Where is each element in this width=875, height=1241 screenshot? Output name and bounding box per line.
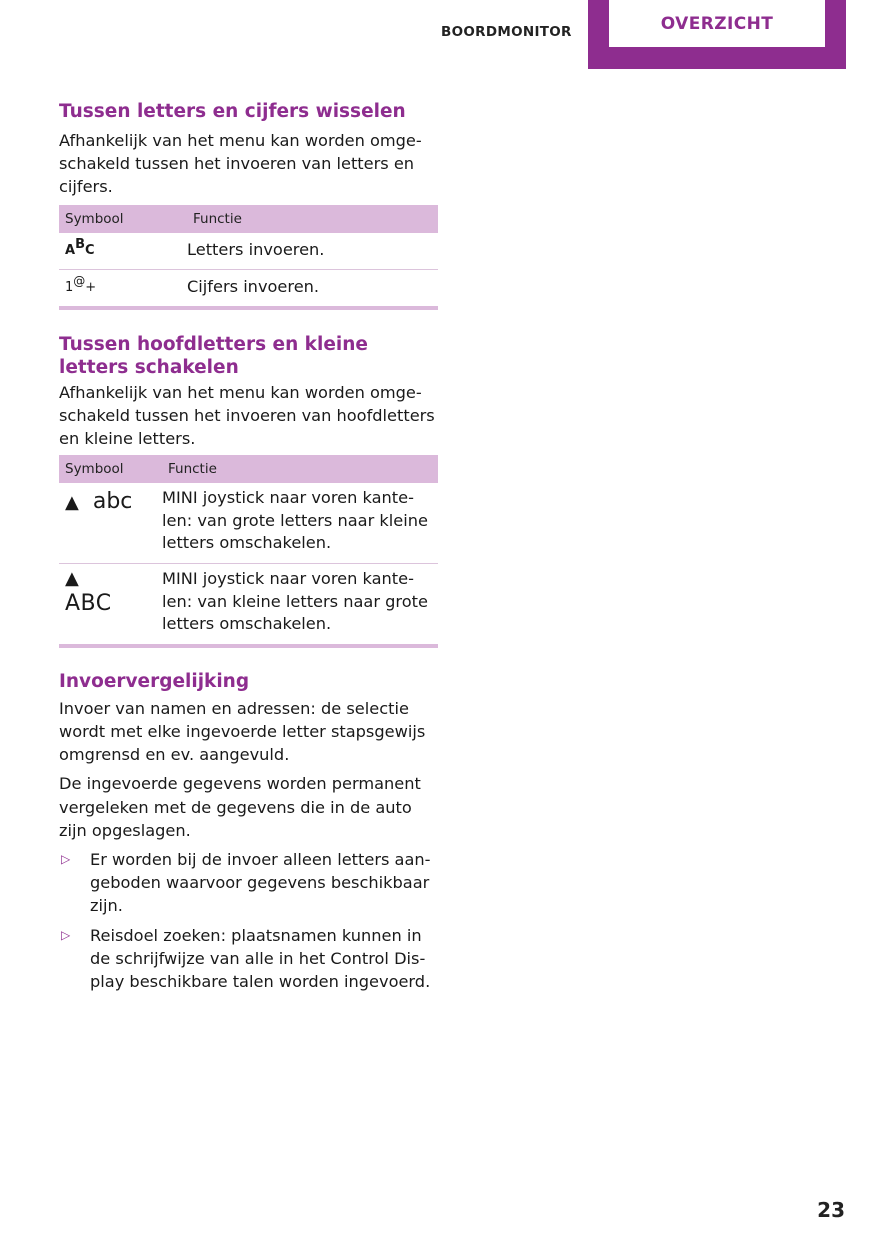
section-title: Tussen hoofdletters en kleine letters schakelen [59, 333, 368, 378]
table-header-row [59, 455, 438, 483]
header-section-title: BOORDMONITOR [441, 24, 572, 40]
section-title: Invoervergelijking [59, 670, 250, 692]
function-cell: Letters invoeren. [187, 233, 438, 270]
bullet-list [59, 848, 438, 993]
main-content [59, 100, 438, 999]
table-row [59, 564, 438, 646]
column-header-symbol: Symbool [59, 205, 187, 233]
section-title: Tussen letters en cijfers wisselen [59, 101, 406, 122]
lowercase-symbol: ▲ abc [65, 489, 133, 515]
function-cell: MINI joystick naar voren kantelen: van grote letters naar kleine letters omschakelen. [162, 483, 438, 563]
section-text: Afhankelijk van het menu kan worden omgeschakeld tussen het invoeren van letters en cijfers. [59, 131, 422, 197]
column-header-symbol: Symbool [59, 455, 162, 483]
letters-symbol-icon: A B C [65, 237, 95, 259]
section-letters-numbers [59, 100, 438, 310]
triangle-right-bullet-icon: ▷ [61, 852, 71, 866]
table-row [59, 269, 438, 308]
symbol-table [59, 455, 438, 648]
section-case-switch [59, 333, 438, 648]
function-cell: Cijfers invoeren. [187, 269, 438, 308]
symbol-table [59, 205, 438, 310]
triangle-up-icon: ▲ [65, 491, 79, 513]
table-header-row [59, 205, 438, 233]
triangle-up-icon: ▲ [65, 568, 79, 589]
triangle-right-bullet-icon: ▷ [61, 927, 71, 942]
paragraph: Invoer van namen en adressen: de selectie wordt met elke ingevoerde letter stapsgewijs omgrensd en ev. aangevuld. [59, 698, 426, 765]
section-input-comparison [59, 670, 438, 993]
section-text: Afhankelijk van het menu kan worden omgeschakeld tussen het invoeren van hoofdletters en kleine letters. [59, 382, 435, 449]
numbers-symbol-icon: 1 @ + [65, 274, 97, 296]
list-item: ▷ Reisdoel zoeken: plaatsnamen kunnen in de schrijfwijze van alle in het Control Display beschikbare talen worden ingevoerd. [61, 925, 431, 992]
function-cell: MINI joystick naar voren kantelen: van kleine letters naar grote letters omschakelen. [162, 564, 438, 646]
header-tab-overzicht[interactable]: OVERZICHT [609, 0, 825, 47]
paragraph: De ingevoerde gegevens worden permanent vergeleken met de gegevens die in de auto zijn opgeslagen. [59, 774, 421, 840]
page-number: 23 [817, 1198, 845, 1222]
table-row [59, 233, 438, 270]
column-header-function: Functie [187, 205, 438, 233]
list-item: ▷ Er worden bij de invoer alleen letters aangeboden waarvoor gegevens beschikbaar zijn. [61, 850, 431, 916]
table-row [59, 483, 438, 563]
column-header-function: Functie [162, 455, 438, 483]
uppercase-symbol: ▲ ABC [65, 568, 112, 616]
